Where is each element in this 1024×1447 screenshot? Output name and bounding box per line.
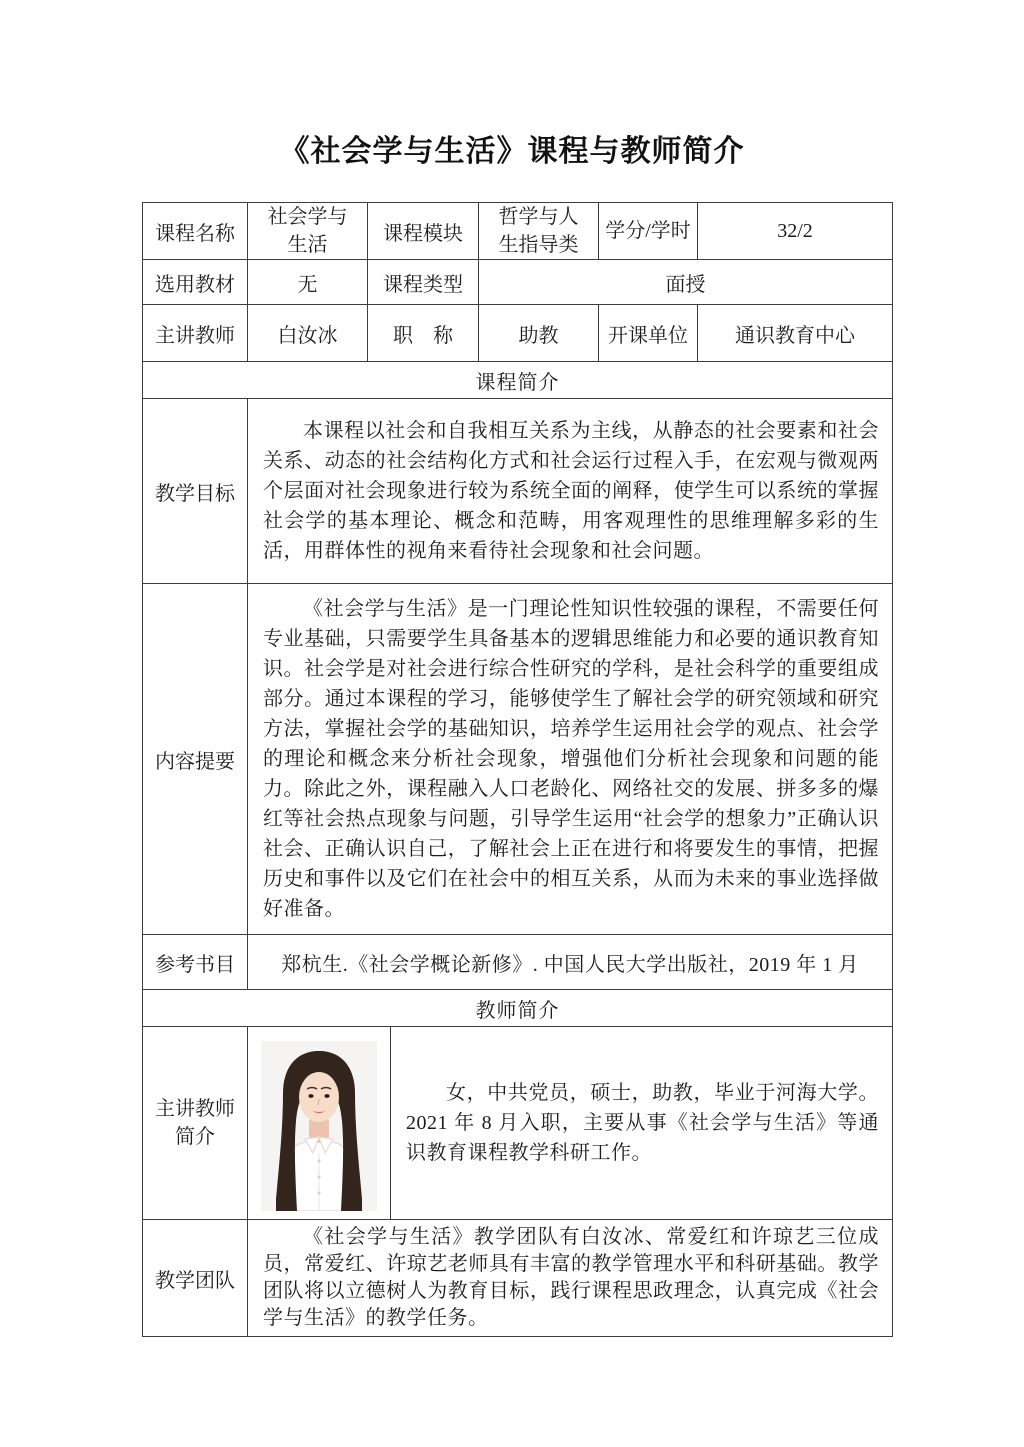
instructor-value: 白汝冰	[248, 305, 368, 362]
textbook-label: 选用教材	[143, 260, 248, 305]
row-teacher-intro-header	[143, 990, 893, 1027]
row-teaching-team	[143, 1220, 893, 1337]
credits-value: 32/2	[698, 203, 893, 260]
course-name-value	[248, 203, 368, 260]
instructor-photo-illustration	[261, 1041, 377, 1211]
credits-label	[599, 203, 698, 260]
summary-text: 《社会学与生活》是一门理论性知识性较强的课程，不需要任何专业基础，只需要学生具备基本的逻辑思维能力和必要的通识教育知识。社会学是对社会进行综合性研究的学科，是社会科学的重要组成部分。通过本课程的学习，能够使学生了解社会学的研究领域和研究方法，掌握社会学的基础知识，培养学生运用社会学的观点、社会学的理论和概念来分析社会现象，增强他们分析社会现象和问题的能力。除此之外，课程融入人口老龄化、网络社交的发展、拼多多的爆红等社会热点现象与问题，引导学生运用“社会学的想象力”正确认识社会、正确认识自己，了解社会上正在进行和将要发生的事情，把握历史和事件以及它们在社会中的相互关系，从而为未来的事业选择做好准备。	[248, 584, 893, 935]
unit-label: 开课单位	[599, 305, 698, 362]
row-objectives	[143, 399, 893, 584]
row-references	[143, 935, 893, 990]
course-type-label: 课程类型	[368, 260, 479, 305]
course-intro-section-title: 课程简介	[143, 362, 893, 399]
row-course-name	[143, 203, 893, 260]
textbook-value: 无	[248, 260, 368, 305]
objectives-text: 本课程以社会和自我相互关系为主线，从静态的社会要素和社会关系、动态的社会结构化方式和社会运行过程入手，在宏观与微观两个层面对社会现象进行较为系统全面的阐释，使学生可以系统的掌握社会学的基本理论、概念和范畴，用客观理性的思维理解多彩的生活，用群体性的视角来看待社会现象和社会问题。	[248, 399, 893, 584]
teacher-profile-label	[143, 1027, 248, 1220]
instructor-label: 主讲教师	[143, 305, 248, 362]
row-textbook	[143, 260, 893, 305]
course-name-text: 社会学与生活	[267, 206, 348, 256]
summary-label: 内容提要	[143, 584, 248, 935]
module-text: 哲学与人生指导类	[498, 206, 579, 256]
teacher-profile-text: 女，中共党员，硕士，助教，毕业于河海大学。2021 年 8 月入职，主要从事《社会学与生活》等通识教育课程教学科研工作。	[391, 1027, 893, 1220]
teacher-profile-label-text: 主讲教师简介	[155, 1098, 235, 1148]
references-text: 郑杭生.《社会学概论新修》. 中国人民大学出版社，2019 年 1 月	[248, 935, 893, 990]
row-course-intro-header	[143, 362, 893, 399]
course-name-label: 课程名称	[143, 203, 248, 260]
page-title: 《社会学与生活》课程与教师简介	[279, 135, 745, 168]
row-instructor	[143, 305, 893, 362]
teaching-team-label: 教学团队	[143, 1220, 248, 1337]
course-info-table	[142, 202, 893, 1337]
teacher-intro-section-title: 教师简介	[143, 990, 893, 1027]
objectives-label: 教学目标	[143, 399, 248, 584]
module-label: 课程模块	[368, 203, 479, 260]
teaching-team-text: 《社会学与生活》教学团队有白汝冰、常爱红和许琼艺三位成员，常爱红、许琼艺老师具有丰富的教学管理水平和科研基础。教学团队将以立德树人为教育目标，践行课程思政理念，认真完成《社会学与生活》的教学任务。	[248, 1220, 893, 1337]
teacher-photo-cell	[248, 1027, 391, 1220]
rank-label: 职 称	[368, 305, 479, 362]
unit-value: 通识教育中心	[698, 305, 893, 362]
row-summary	[143, 584, 893, 935]
row-teacher-profile	[143, 1027, 893, 1220]
module-value	[479, 203, 599, 260]
course-type-value: 面授	[479, 260, 893, 305]
references-label: 参考书目	[143, 935, 248, 990]
instructor-photo	[261, 1041, 377, 1211]
credits-label-text: 学分/学时	[605, 220, 691, 242]
rank-value: 助教	[479, 305, 599, 362]
